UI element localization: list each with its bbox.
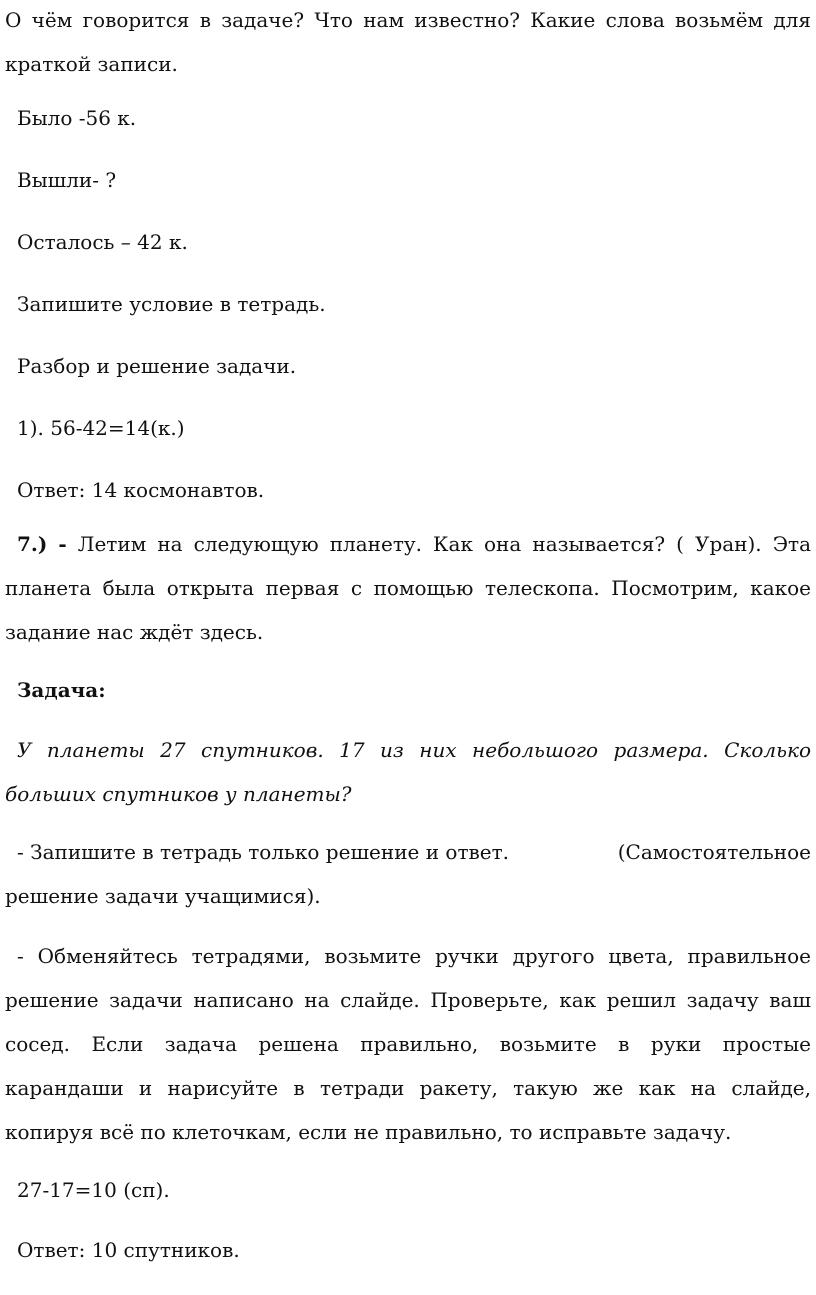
section-7-number: 7.) bbox=[17, 532, 48, 556]
section-7-text: Летим на следующую планету. Как она называется? ( Уран). Эта планета была открыта первая с помощью телескопа. Посмотрим, какое задание нас ждёт здесь. bbox=[5, 532, 812, 644]
instruction-1-main: - Запишите в тетрадь только решение и ответ. bbox=[17, 840, 510, 864]
instruction-1-note-start: (Самостоятельное bbox=[617, 840, 811, 864]
answer-1: Ответ: 14 космонавтов. bbox=[17, 478, 265, 502]
section-7-dash: - bbox=[58, 532, 67, 556]
instruction-1-note-end: решение задачи учащимися). bbox=[5, 884, 321, 908]
analysis-text: Разбор и решение задачи. bbox=[17, 354, 297, 378]
answer-2: Ответ: 10 спутников. bbox=[17, 1238, 240, 1262]
short-record-was: Было -56 к. bbox=[17, 106, 137, 130]
short-record-left: Вышли- ? bbox=[17, 168, 117, 192]
task-heading: Задача: bbox=[17, 678, 106, 702]
short-record-remained: Осталось – 42 к. bbox=[17, 230, 188, 254]
task-text: У планеты 27 спутников. 17 из них небольшого размера. Сколько больших спутников у планеты? bbox=[5, 738, 811, 806]
write-condition-text: Запишите условие в тетрадь. bbox=[17, 292, 326, 316]
instruction-1-line bbox=[5, 830, 811, 874]
intro-paragraph: О чём говорится в задаче? Что нам известно? Какие слова возьмём для краткой записи. bbox=[5, 8, 811, 76]
section-7-paragraph bbox=[5, 522, 811, 654]
instruction-2-paragraph: - Обменяйтесь тетрадями, возьмите ручки другого цвета, правильное решение задачи написано на слайде. Проверьте, как решил задачу ваш сосед. Если задача решена правильно, возьмите в руки простые карандаши и нарисуйте в тетради ракету, такую же как на слайде, копируя всё по клеточкам, если не правильно, то исправьте задачу. bbox=[5, 944, 811, 1144]
solution-1: 1). 56-42=14(к.) bbox=[17, 416, 185, 440]
solution-2: 27-17=10 (сп). bbox=[17, 1178, 170, 1202]
